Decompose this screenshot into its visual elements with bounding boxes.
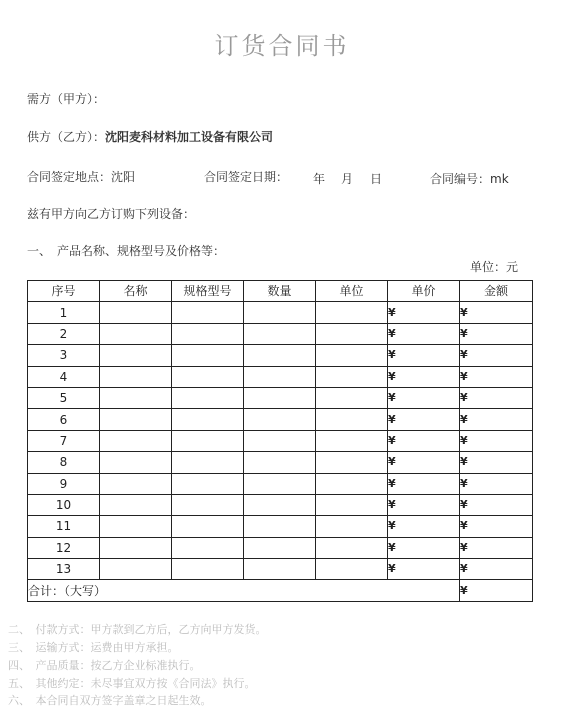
row-unit-cell xyxy=(316,537,388,558)
intro-text: 兹有甲方向乙方订购下列设备： xyxy=(27,207,196,221)
date-year: 年 xyxy=(313,172,326,186)
row-spec-cell xyxy=(172,387,244,408)
row-name-cell xyxy=(100,537,172,558)
row-unit-cell xyxy=(316,409,388,430)
row-spec-cell xyxy=(172,494,244,515)
row-amount-cell: ¥ xyxy=(460,473,533,494)
row-unit-cell xyxy=(316,345,388,366)
row-index: 9 xyxy=(28,473,100,494)
table-row xyxy=(28,537,533,558)
row-unit-price-cell: ¥ xyxy=(388,537,460,558)
row-quantity-cell xyxy=(244,345,316,366)
table-row xyxy=(28,494,533,515)
buyer-label: 需方（甲方）： xyxy=(27,92,106,106)
seller-name: 沈阳麦科材料加工设备有限公司 xyxy=(105,130,274,144)
row-name-cell xyxy=(100,387,172,408)
term-payment: 二、 付款方式：甲方款到乙方后，乙方向甲方发货。 xyxy=(8,623,267,636)
section-1-heading: 一、 产品名称、规格型号及价格等： xyxy=(27,244,226,258)
sign-place: 合同签定地点：沈阳 xyxy=(27,170,136,184)
total-label: 合计：（大写） xyxy=(28,580,460,601)
row-index: 13 xyxy=(28,559,100,580)
row-unit-price-cell: ¥ xyxy=(388,452,460,473)
row-quantity-cell xyxy=(244,516,316,537)
unit-note: 单位：元 xyxy=(470,260,519,274)
row-name-cell xyxy=(100,345,172,366)
row-index: 1 xyxy=(28,302,100,323)
table-row xyxy=(28,387,533,408)
row-unit-price-cell: ¥ xyxy=(388,323,460,344)
row-quantity-cell xyxy=(244,302,316,323)
row-unit-cell xyxy=(316,494,388,515)
row-spec-cell xyxy=(172,345,244,366)
row-amount-cell: ¥ xyxy=(460,302,533,323)
document-title: 订货合同书 xyxy=(214,32,350,60)
table-row xyxy=(28,430,533,451)
term-transport: 三、 运输方式：运费由甲方承担。 xyxy=(8,641,179,654)
row-unit-price-cell: ¥ xyxy=(388,387,460,408)
table-row xyxy=(28,409,533,430)
table-row xyxy=(28,473,533,494)
row-amount-cell: ¥ xyxy=(460,452,533,473)
row-unit-cell xyxy=(316,302,388,323)
header-quantity: 数量 xyxy=(244,281,316,302)
header-amount: 金额 xyxy=(460,281,533,302)
row-amount-cell: ¥ xyxy=(460,516,533,537)
row-quantity-cell xyxy=(244,473,316,494)
row-unit-price-cell: ¥ xyxy=(388,302,460,323)
row-unit-cell xyxy=(316,387,388,408)
header-name: 名称 xyxy=(100,281,172,302)
header-unit-price: 单价 xyxy=(388,281,460,302)
row-index: 12 xyxy=(28,537,100,558)
row-quantity-cell xyxy=(244,537,316,558)
row-unit-price-cell: ¥ xyxy=(388,366,460,387)
row-unit-price-cell: ¥ xyxy=(388,559,460,580)
seller-label: 供方（乙方）： xyxy=(27,130,106,144)
row-quantity-cell xyxy=(244,559,316,580)
row-spec-cell xyxy=(172,473,244,494)
row-unit-cell xyxy=(316,430,388,451)
table-row xyxy=(28,302,533,323)
row-index: 6 xyxy=(28,409,100,430)
row-amount-cell: ¥ xyxy=(460,387,533,408)
row-amount-cell: ¥ xyxy=(460,537,533,558)
row-unit-cell xyxy=(316,452,388,473)
row-name-cell xyxy=(100,366,172,387)
sign-date-label: 合同签定日期： xyxy=(204,170,289,184)
row-quantity-cell xyxy=(244,323,316,344)
term-other: 五、 其他约定：未尽事宜双方按《合同法》执行。 xyxy=(8,677,256,690)
row-quantity-cell xyxy=(244,430,316,451)
row-unit-price-cell: ¥ xyxy=(388,345,460,366)
header-spec: 规格型号 xyxy=(172,281,244,302)
row-amount-cell: ¥ xyxy=(460,345,533,366)
row-name-cell xyxy=(100,323,172,344)
total-row xyxy=(28,580,533,601)
row-spec-cell xyxy=(172,302,244,323)
seller-line xyxy=(27,128,273,145)
row-spec-cell xyxy=(172,537,244,558)
row-unit-price-cell: ¥ xyxy=(388,473,460,494)
row-spec-cell xyxy=(172,323,244,344)
row-unit-price-cell: ¥ xyxy=(388,516,460,537)
row-index: 2 xyxy=(28,323,100,344)
row-spec-cell xyxy=(172,366,244,387)
row-spec-cell xyxy=(172,516,244,537)
row-index: 3 xyxy=(28,345,100,366)
row-unit-price-cell: ¥ xyxy=(388,430,460,451)
table-row xyxy=(28,559,533,580)
row-quantity-cell xyxy=(244,494,316,515)
row-index: 11 xyxy=(28,516,100,537)
row-unit-cell xyxy=(316,366,388,387)
row-amount-cell: ¥ xyxy=(460,409,533,430)
row-spec-cell xyxy=(172,409,244,430)
row-quantity-cell xyxy=(244,452,316,473)
row-unit-cell xyxy=(316,473,388,494)
row-amount-cell: ¥ xyxy=(460,559,533,580)
row-spec-cell xyxy=(172,452,244,473)
row-name-cell xyxy=(100,473,172,494)
date-day: 日 xyxy=(370,172,383,186)
term-quality: 四、 产品质量：按乙方企业标准执行。 xyxy=(8,659,201,672)
row-name-cell xyxy=(100,559,172,580)
table-row xyxy=(28,366,533,387)
row-name-cell xyxy=(100,494,172,515)
row-unit-price-cell: ¥ xyxy=(388,494,460,515)
table-row xyxy=(28,516,533,537)
row-spec-cell xyxy=(172,430,244,451)
row-index: 7 xyxy=(28,430,100,451)
row-amount-cell: ¥ xyxy=(460,366,533,387)
row-unit-cell xyxy=(316,323,388,344)
row-unit-cell xyxy=(316,559,388,580)
row-index: 5 xyxy=(28,387,100,408)
row-quantity-cell xyxy=(244,409,316,430)
contract-number: 合同编号：mk xyxy=(430,172,509,186)
row-amount-cell: ¥ xyxy=(460,323,533,344)
header-unit: 单位 xyxy=(316,281,388,302)
row-index: 8 xyxy=(28,452,100,473)
row-index: 4 xyxy=(28,366,100,387)
row-amount-cell: ¥ xyxy=(460,430,533,451)
row-unit-price-cell: ¥ xyxy=(388,409,460,430)
total-amount-cell: ¥ xyxy=(460,580,533,601)
header-index: 序号 xyxy=(28,281,100,302)
row-name-cell xyxy=(100,452,172,473)
row-quantity-cell xyxy=(244,387,316,408)
row-unit-cell xyxy=(316,516,388,537)
table-row xyxy=(28,345,533,366)
table-row xyxy=(28,323,533,344)
table-row xyxy=(28,452,533,473)
table-header-row xyxy=(28,281,533,302)
row-name-cell xyxy=(100,516,172,537)
row-quantity-cell xyxy=(244,366,316,387)
row-name-cell xyxy=(100,302,172,323)
row-spec-cell xyxy=(172,559,244,580)
term-effective: 六、 本合同自双方签字盖章之日起生效。 xyxy=(8,694,212,707)
row-amount-cell: ¥ xyxy=(460,494,533,515)
order-table xyxy=(27,280,533,602)
row-index: 10 xyxy=(28,494,100,515)
row-name-cell xyxy=(100,430,172,451)
date-month: 月 xyxy=(341,172,354,186)
row-name-cell xyxy=(100,409,172,430)
